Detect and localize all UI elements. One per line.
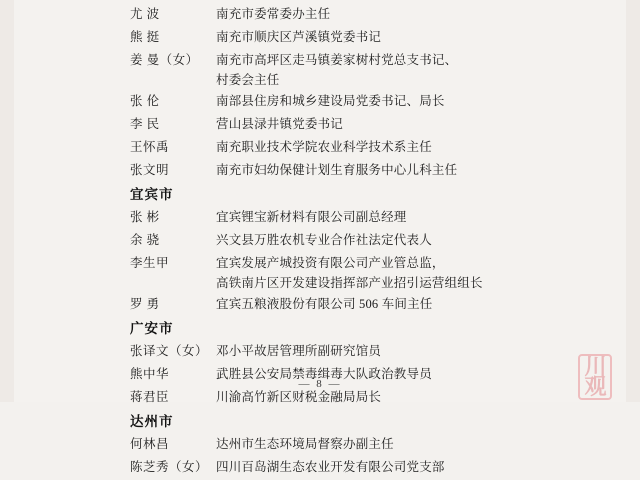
list-item bbox=[130, 230, 550, 252]
person-title-line-1: 宜宾发展产城投资有限公司产业管总监， bbox=[216, 256, 445, 270]
person-name: 何林昌 bbox=[130, 437, 170, 451]
person-title-line-1: 南充市高坪区走马镇姜家树村党总支书记、 bbox=[216, 53, 458, 67]
person-title-line-1: 宜宾锂宝新材料有限公司副总经理 bbox=[216, 210, 407, 224]
city-heading: 宜宾市 bbox=[130, 187, 174, 202]
person-name: 李生甲 bbox=[130, 256, 170, 270]
person-title-line-1: 南充市委常委办主任 bbox=[216, 7, 331, 21]
person-name: 张译文（女） bbox=[130, 344, 209, 358]
list-item bbox=[130, 114, 550, 136]
list-item bbox=[130, 137, 550, 159]
list-item bbox=[130, 387, 550, 409]
person-name: 张 伦 bbox=[130, 94, 160, 108]
person-title bbox=[216, 50, 550, 90]
person-title-line-1: 营山县渌井镇党委书记 bbox=[216, 117, 344, 131]
person-name: 陈芝秀（女） bbox=[130, 460, 209, 474]
list-item bbox=[130, 341, 550, 363]
document-body bbox=[130, 4, 550, 480]
person-title-line-1: 南部县住房和城乡建设局党委书记、局长 bbox=[216, 94, 445, 108]
list-item bbox=[130, 27, 550, 49]
person-title-line-1: 宜宾五粮液股份有限公司 506 车间主任 bbox=[216, 297, 433, 311]
watermark-line-1: 川 bbox=[584, 354, 606, 379]
person-title-line-1: 达州市生态环境局督察办副主任 bbox=[216, 437, 394, 451]
list-item bbox=[130, 160, 550, 182]
city-heading: 广安市 bbox=[130, 321, 174, 336]
city-heading: 达州市 bbox=[130, 414, 174, 429]
person-title-line-1: 兴文县万胜农机专业合作社法定代表人 bbox=[216, 233, 432, 247]
list-item bbox=[130, 253, 550, 293]
person-title-line-1: 南充职业技术学院农业科学技术系主任 bbox=[216, 140, 432, 154]
person-title bbox=[216, 387, 550, 407]
person-title bbox=[216, 294, 550, 314]
person-name: 罗 勇 bbox=[130, 297, 160, 311]
person-title-line-1: 邓小平故居管理所副研究馆员 bbox=[216, 344, 382, 358]
person-name: 熊中华 bbox=[130, 367, 170, 381]
person-title-line-1: 武胜县公安局禁毒缉毒大队政治教导员 bbox=[216, 367, 432, 381]
person-title bbox=[216, 341, 550, 361]
person-name: 尤 波 bbox=[130, 7, 160, 21]
list-item bbox=[130, 294, 550, 316]
person-title bbox=[216, 457, 550, 477]
list-item bbox=[130, 434, 550, 456]
person-name: 熊 挺 bbox=[130, 30, 160, 44]
person-name: 张 彬 bbox=[130, 210, 160, 224]
person-title bbox=[216, 27, 550, 47]
person-name: 蒋君臣 bbox=[130, 390, 170, 404]
person-title-line-1: 四川百岛湖生态农业开发有限公司党支部 bbox=[216, 460, 445, 474]
person-title bbox=[216, 114, 550, 134]
person-title bbox=[216, 230, 550, 250]
person-name: 姜 曼（女） bbox=[130, 53, 199, 67]
page-number: — 8 — bbox=[298, 378, 342, 390]
person-title bbox=[216, 4, 550, 24]
page-right-margin bbox=[626, 0, 640, 402]
list-item bbox=[130, 91, 550, 113]
list-item bbox=[130, 50, 550, 90]
person-name: 张文明 bbox=[130, 163, 170, 177]
watermark bbox=[566, 354, 624, 399]
person-title bbox=[216, 160, 550, 180]
list-item bbox=[130, 4, 550, 26]
person-title-line-2: 村委会主任 bbox=[216, 73, 280, 87]
person-title bbox=[216, 434, 550, 454]
person-name: 余 骁 bbox=[130, 233, 160, 247]
person-name: 李 民 bbox=[130, 117, 160, 131]
list-item bbox=[130, 457, 550, 479]
page-left-margin bbox=[0, 0, 14, 402]
person-title bbox=[216, 253, 550, 293]
person-name: 王怀禹 bbox=[130, 140, 170, 154]
person-title-line-1: 南充市妇幼保健计划生育服务中心儿科主任 bbox=[216, 163, 458, 177]
watermark-line-2: 观 bbox=[584, 374, 606, 399]
person-title-line-1: 川渝高竹新区财税金融局局长 bbox=[216, 390, 382, 404]
person-title bbox=[216, 91, 550, 111]
list-item bbox=[130, 207, 550, 229]
person-title bbox=[216, 137, 550, 157]
person-title-line-1: 南充市顺庆区芦溪镇党委书记 bbox=[216, 30, 382, 44]
person-title-line-2: 高铁南片区开发建设指挥部产业招引运营组组长 bbox=[216, 276, 483, 290]
person-title bbox=[216, 207, 550, 227]
